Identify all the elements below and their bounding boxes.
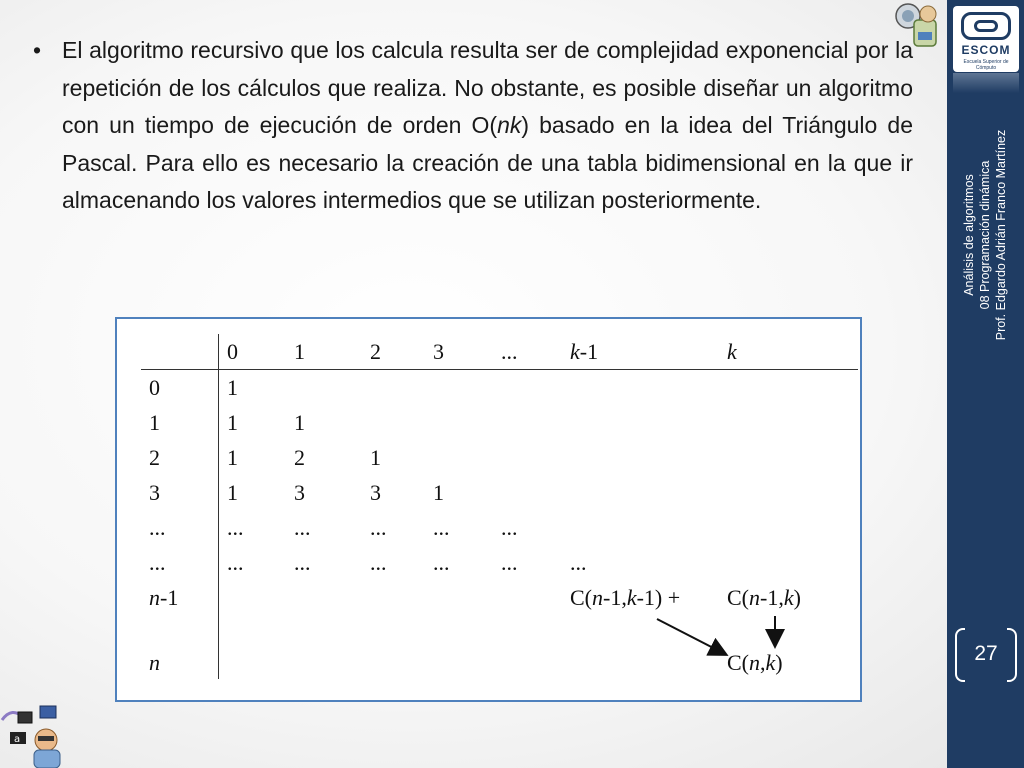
- table-cell: 3: [370, 480, 381, 505]
- course-info: [961, 95, 1009, 375]
- course-name: Análisis de algoritmos: [962, 174, 976, 296]
- col-header: 2: [370, 339, 381, 364]
- paragraph-part-1: El algoritmo recursivo que los calcula resulta ser de complejidad exponencial por la repetición de los cálculos que realiza. No obstante, es posible diseñar un algoritmo con un tiempo de ejecución de orden O(: [62, 37, 913, 139]
- row-header-n-minus-1: n-1: [149, 585, 179, 610]
- row-header: 1: [149, 410, 160, 435]
- paragraph-text: [62, 32, 913, 220]
- row-header: 3: [149, 480, 160, 505]
- paragraph-part-2: ) basado en la idea del Triángulo de Pascal. Para ello es necesario la creación de una tabla bidimensional en la que ir almacenando los valores intermedios que se utilizan posteriormente.: [62, 112, 913, 214]
- table-cell: ...: [370, 515, 387, 540]
- recurrence-right: C(n-1,k): [727, 585, 801, 610]
- table-cell: ...: [227, 550, 244, 575]
- table-cell: ...: [227, 515, 244, 540]
- arrow-icon: [117, 319, 864, 704]
- course-topic: 08 Programación dinámica: [978, 160, 992, 310]
- table-cell: ...: [433, 550, 450, 575]
- table-cell: ...: [294, 550, 311, 575]
- col-header-k-minus-1: k-1: [570, 339, 599, 364]
- row-header: 2: [149, 445, 160, 470]
- logo-subtext: Escuela Superior de Cómputo: [963, 59, 1009, 71]
- page-number-box: [955, 628, 1017, 682]
- table-cell: ...: [433, 515, 450, 540]
- table-cell: 3: [294, 480, 305, 505]
- paragraph-part-italic: nk: [497, 112, 522, 139]
- logo-text: ESCOM: [961, 43, 1011, 57]
- row-header: 0: [149, 375, 160, 400]
- svg-text:a: a: [14, 734, 21, 745]
- table-cell: ...: [294, 515, 311, 540]
- table-cell: ...: [570, 550, 587, 575]
- table-cell: 1: [227, 410, 238, 435]
- table-cell: 1: [227, 375, 238, 400]
- bullet: •: [33, 37, 42, 63]
- table-cell: 1: [433, 480, 444, 505]
- page-number: 27: [974, 642, 998, 665]
- logo-reflection: [953, 73, 1019, 93]
- col-header-k: k: [727, 339, 737, 364]
- col-header: ...: [501, 339, 518, 364]
- table-cell: ...: [501, 550, 518, 575]
- recurrence-left: C(n-1,k-1) +: [570, 585, 681, 610]
- table-cell: 1: [294, 410, 305, 435]
- row-header-n: n: [149, 650, 160, 675]
- course-professor: Prof. Edgardo Adrián Franco Martínez: [994, 129, 1008, 341]
- table-cell: 1: [370, 445, 381, 470]
- col-header: 0: [227, 339, 238, 364]
- table-cell: ...: [501, 515, 518, 540]
- escom-logo-icon: [953, 6, 1019, 72]
- row-header: ...: [149, 550, 166, 575]
- col-header: 1: [294, 339, 305, 364]
- table-cell: 2: [294, 445, 305, 470]
- pascal-table: [117, 319, 864, 704]
- col-header: 3: [433, 339, 444, 364]
- computer-mascot-icon: [0, 700, 72, 768]
- table-cell: 1: [227, 480, 238, 505]
- recurrence-result: C(n,k): [727, 650, 783, 675]
- row-header: ...: [149, 515, 166, 540]
- logo-mark: [961, 12, 1011, 40]
- table-cell: ...: [370, 550, 387, 575]
- table-cell: 1: [227, 445, 238, 470]
- pascal-table-figure: [115, 317, 862, 702]
